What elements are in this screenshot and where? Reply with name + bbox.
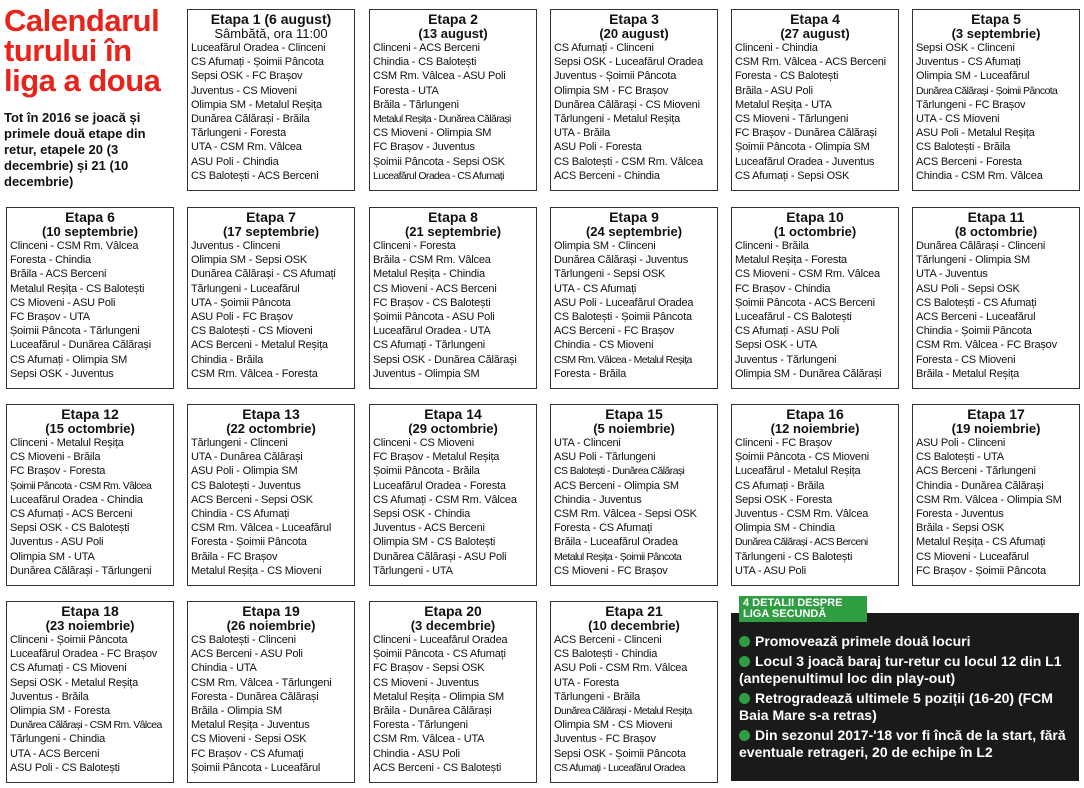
match-row: Chindia - CSM Rm. Vâlcea bbox=[916, 169, 1043, 182]
match-row: Foresta - CS Afumați bbox=[554, 522, 653, 535]
etapa-date: (20 august) bbox=[599, 26, 669, 41]
match-row: Luceafărul Oradea - Chindia bbox=[10, 493, 143, 506]
etapa-date: (13 august) bbox=[418, 26, 488, 41]
match-row: ACS Berceni - Clinceni bbox=[554, 634, 662, 646]
match-row: Șoimii Pâncota - CS Mioveni bbox=[735, 451, 869, 464]
etapa-date: (8 octombrie) bbox=[954, 224, 1038, 239]
match-row: Luceafărul Oradea - CS Afumați bbox=[373, 169, 504, 182]
match-row: FC Brașov - CS Balotești bbox=[373, 296, 491, 309]
etapa-title: Etapa 7 bbox=[246, 209, 296, 225]
match-row: CSM Rm. Vâlcea - Luceafărul bbox=[191, 522, 332, 535]
match-row: CS Balotești - Șoimii Pâncota bbox=[554, 311, 692, 324]
match-row: CSM Rm. Vâlcea - Foresta bbox=[191, 367, 318, 380]
etapa-date: Sâmbătă, ora 11:00 bbox=[214, 26, 328, 41]
etapa-box bbox=[6, 601, 174, 783]
match-row: Brăila - Metalul Reșița bbox=[916, 367, 1019, 380]
match-row: Șoimii Pâncota - ASU Poli bbox=[373, 311, 495, 324]
match-row: Dunărea Călărași - ASU Poli bbox=[373, 550, 507, 563]
match-row: UTA - CSM Rm. Vâlcea bbox=[191, 141, 302, 154]
match-row: Luceafărul Oradea - UTA bbox=[373, 325, 491, 338]
match-row: Tărlungeni - Olimpia SM bbox=[916, 254, 1030, 267]
match-row: ASU Poli - Olimpia SM bbox=[191, 465, 298, 478]
match-row: Brăila - ASU Poli bbox=[735, 84, 813, 97]
bullet-icon bbox=[739, 730, 750, 741]
match-row: Sepsi OSK - UTA bbox=[735, 339, 817, 352]
match-row: Dunărea Călărași - CS Mioveni bbox=[554, 98, 700, 111]
etapa-date: (10 decembrie) bbox=[588, 618, 680, 633]
match-row: Sepsi OSK - Dunărea Călărași bbox=[373, 353, 517, 366]
match-row: CSM Rm. Vâlcea - ASU Poli bbox=[373, 70, 506, 83]
match-row: UTA - Clinceni bbox=[554, 437, 621, 449]
etapa-box bbox=[369, 601, 537, 783]
match-row: CS Mioveni - Juventus bbox=[373, 676, 479, 689]
match-row: Foresta - Juventus bbox=[916, 508, 1004, 521]
etapa-title: Etapa 20 bbox=[424, 603, 482, 619]
match-row: Sepsi OSK - Clinceni bbox=[916, 42, 1015, 54]
match-row: Șoimii Pâncota - Luceafărul bbox=[191, 761, 321, 774]
match-row: Clinceni - CS Mioveni bbox=[373, 437, 474, 449]
match-row: CS Mioveni - ASU Poli bbox=[10, 296, 116, 309]
match-row: Sepsi OSK - Foresta bbox=[735, 493, 833, 506]
match-row: CS Balotești - Chindia bbox=[554, 648, 658, 661]
page-title: Calendarul turului în liga a doua bbox=[4, 3, 161, 98]
etapa-title: Etapa 3 bbox=[609, 11, 659, 27]
match-row: Brăila - Tărlungeni bbox=[373, 98, 459, 111]
match-row: Chindia - CS Afumați bbox=[191, 508, 290, 521]
etapa-title: Etapa 16 bbox=[786, 406, 844, 422]
match-row: CSM Rm. Vâlcea - FC Brașov bbox=[916, 339, 1057, 352]
match-row: CS Balotești - Brăila bbox=[916, 141, 1011, 154]
match-row: CS Mioveni - Sepsi OSK bbox=[191, 733, 307, 746]
match-row: Brăila - FC Brașov bbox=[191, 550, 278, 563]
match-row: Foresta - Chindia bbox=[10, 254, 91, 267]
match-row: Clinceni - CSM Rm. Vâlcea bbox=[10, 240, 139, 252]
etapa-date: (15 octombrie) bbox=[45, 421, 135, 436]
match-row: Luceafărul - Metalul Reșița bbox=[735, 465, 861, 478]
match-row: Chindia - CS Mioveni bbox=[554, 339, 654, 352]
match-row: Șoimii Pâncota - ACS Berceni bbox=[735, 296, 875, 309]
match-row: Juventus - FC Brașov bbox=[554, 733, 656, 746]
match-row: Clinceni - Foresta bbox=[373, 240, 456, 252]
match-row: Brăila - Luceafărul Oradea bbox=[554, 536, 678, 549]
etapa-title: Etapa 4 bbox=[790, 11, 840, 27]
etapa-date: (3 decembrie) bbox=[410, 618, 496, 633]
match-row: Clinceni - Chindia bbox=[735, 42, 818, 54]
match-row: Olimpia SM - Dunărea Călărași bbox=[735, 367, 882, 380]
match-row: Olimpia SM - CS Balotești bbox=[373, 536, 496, 549]
info-item bbox=[739, 727, 1073, 761]
bullet-icon bbox=[739, 636, 750, 647]
etapa-box bbox=[550, 404, 718, 586]
etapa-box bbox=[550, 207, 718, 389]
match-row: Sepsi OSK - Șoimii Pâncota bbox=[554, 747, 686, 760]
match-row: CS Mioveni - Tărlungeni bbox=[735, 113, 849, 126]
match-row: Tărlungeni - Brăila bbox=[554, 690, 641, 703]
match-row: FC Brașov - Juventus bbox=[373, 141, 475, 154]
match-row: Sepsi OSK - Chindia bbox=[373, 508, 471, 521]
match-row: Clinceni - FC Brașov bbox=[735, 437, 832, 449]
match-row: Chindia - Juventus bbox=[554, 493, 642, 506]
etapa-box bbox=[550, 601, 718, 783]
match-row: Luceafărul - CS Balotești bbox=[735, 311, 852, 324]
etapa-title: Etapa 1 (6 august) bbox=[210, 11, 332, 27]
match-row: Metalul Reșița - Chindia bbox=[373, 268, 485, 281]
match-row: Foresta - Brăila bbox=[554, 367, 626, 380]
match-row: Dunărea Călărași - CS Afumați bbox=[191, 268, 336, 281]
match-row: Sepsi OSK - Luceafărul Oradea bbox=[554, 56, 703, 69]
etapa-box bbox=[550, 9, 718, 191]
etapa-box bbox=[731, 9, 899, 191]
match-row: UTA - CS Mioveni bbox=[916, 113, 1000, 126]
etapa-title: Etapa 8 bbox=[428, 209, 478, 225]
match-row: UTA - ACS Berceni bbox=[10, 747, 100, 760]
match-row: FC Brașov - Dunărea Călărași bbox=[735, 127, 877, 140]
etapa-box bbox=[6, 207, 174, 389]
match-row: CS Mioveni - CSM Rm. Vâlcea bbox=[735, 268, 880, 281]
info-box-tag: 4 DETALII DESPRE LIGA SECUNDĂ bbox=[739, 596, 867, 622]
etapa-box bbox=[6, 404, 174, 586]
match-row: Juventus - CS Mioveni bbox=[191, 84, 297, 97]
match-row: Luceafărul Oradea - Juventus bbox=[735, 155, 875, 168]
match-row: Foresta - UTA bbox=[373, 84, 439, 97]
match-row: Metalul Reșița - CS Mioveni bbox=[191, 564, 322, 577]
etapa-box bbox=[912, 207, 1080, 389]
match-row: CS Balotești - CSM Rm. Vâlcea bbox=[554, 155, 703, 168]
match-row: Sepsi OSK - Juventus bbox=[10, 367, 114, 380]
match-row: Olimpia SM - FC Brașov bbox=[554, 84, 669, 97]
match-row: CS Afumați - Brăila bbox=[735, 479, 825, 492]
match-row: ACS Berceni - Tărlungeni bbox=[916, 465, 1036, 478]
match-row: Șoimii Pâncota - Sepsi OSK bbox=[373, 155, 505, 168]
match-row: Metalul Reșița - CS Afumați bbox=[916, 536, 1046, 549]
etapa-title: Etapa 18 bbox=[61, 603, 119, 619]
match-row: Juventus - Șoimii Pâncota bbox=[554, 70, 677, 83]
info-list bbox=[739, 633, 1073, 764]
match-row: ACS Berceni - CS Balotești bbox=[373, 761, 502, 774]
match-row: CS Balotești - ACS Berceni bbox=[191, 169, 319, 182]
etapa-title: Etapa 13 bbox=[242, 406, 300, 422]
match-row: ASU Poli - CS Balotești bbox=[10, 761, 120, 774]
match-row: UTA - Șoimii Pâncota bbox=[191, 296, 291, 309]
match-row: Dunărea Călărași - Metalul Reșița bbox=[554, 705, 692, 718]
etapa-date: (1 octombrie) bbox=[773, 224, 857, 239]
etapa-title: Etapa 17 bbox=[967, 406, 1025, 422]
match-row: ACS Berceni - Chindia bbox=[554, 169, 660, 182]
bullet-icon bbox=[739, 656, 750, 667]
match-row: Olimpia SM - Metalul Reșița bbox=[191, 98, 322, 111]
info-item bbox=[739, 633, 1073, 650]
match-row: Șoimii Pâncota - CS Afumați bbox=[373, 648, 506, 661]
match-row: CS Balotești - Clinceni bbox=[191, 634, 296, 646]
match-row: ASU Poli - Clinceni bbox=[916, 437, 1006, 449]
match-row: CS Balotești - CS Mioveni bbox=[191, 325, 313, 338]
match-row: CSM Rm. Vâlcea - Tărlungeni bbox=[191, 676, 332, 689]
match-row: CSM Rm. Vâlcea - Sepsi OSK bbox=[554, 508, 697, 521]
match-row: ASU Poli - CSM Rm. Vâlcea bbox=[554, 662, 688, 675]
match-row: Sepsi OSK - Metalul Reșița bbox=[10, 676, 139, 689]
etapa-title: Etapa 11 bbox=[967, 209, 1025, 225]
match-row: Tărlungeni - Luceafărul bbox=[191, 282, 300, 295]
match-row: Metalul Reșița - Foresta bbox=[735, 254, 847, 267]
etapa-date: (10 septembrie) bbox=[41, 224, 139, 239]
etapa-date: (21 septembrie) bbox=[404, 224, 502, 239]
match-row: Juventus - Clinceni bbox=[191, 240, 281, 252]
match-row: Olimpia SM - UTA bbox=[10, 550, 95, 563]
etapa-title: Etapa 2 bbox=[428, 11, 478, 27]
etapa-box bbox=[369, 9, 537, 191]
match-row: Olimpia SM - Clinceni bbox=[554, 240, 656, 252]
match-row: Juventus - Olimpia SM bbox=[373, 367, 480, 380]
match-row: Dunărea Călărași - ACS Berceni bbox=[735, 536, 868, 549]
match-row: Chindia - ASU Poli bbox=[373, 747, 460, 760]
match-row: ASU Poli - Metalul Reșița bbox=[916, 127, 1035, 140]
etapa-date: (17 septembrie) bbox=[222, 224, 320, 239]
match-row: Chindia - Brăila bbox=[191, 353, 264, 366]
match-row: Chindia - CS Balotești bbox=[373, 56, 477, 69]
etapa-title: Etapa 12 bbox=[61, 406, 119, 422]
etapa-date: (27 august) bbox=[780, 26, 850, 41]
etapa-date: (23 noiembrie) bbox=[45, 618, 135, 633]
match-row: Olimpia SM - Chindia bbox=[735, 522, 835, 535]
match-row: Clinceni - Luceafărul Oradea bbox=[373, 634, 508, 646]
match-row: Clinceni - Șoimii Pâncota bbox=[10, 634, 128, 646]
match-row: Tărlungeni - CS Balotești bbox=[735, 550, 853, 563]
match-row: FC Brașov - Chindia bbox=[735, 282, 831, 295]
match-row: Juventus - ASU Poli bbox=[10, 536, 104, 549]
etapa-date: (12 noiembrie) bbox=[770, 421, 860, 436]
etapa-date: (26 noiembrie) bbox=[226, 618, 316, 633]
etapa-date: (3 septembrie) bbox=[951, 26, 1041, 41]
match-row: Metalul Reșița - Juventus bbox=[191, 719, 310, 732]
match-row: Tărlungeni - FC Brașov bbox=[916, 98, 1026, 111]
match-row: CS Balotești - Dunărea Călărași bbox=[554, 465, 685, 478]
match-row: Juventus - ACS Berceni bbox=[373, 522, 485, 535]
info-item-text: Retrogradează ultimele 5 poziții (16-20) (FCM Baia Mare s-a retras) bbox=[739, 690, 1053, 723]
etapa-box bbox=[369, 207, 537, 389]
match-row: CS Mioveni - ACS Berceni bbox=[373, 282, 497, 295]
etapa-title: Etapa 21 bbox=[605, 603, 663, 619]
match-row: FC Brașov - Șoimii Pâncota bbox=[916, 564, 1046, 577]
match-row: FC Brașov - Metalul Reșița bbox=[373, 451, 500, 464]
info-item bbox=[739, 690, 1073, 724]
match-row: ACS Berceni - Olimpia SM bbox=[554, 479, 679, 492]
match-row: FC Brașov - Foresta bbox=[10, 465, 106, 478]
match-row: Foresta - CS Mioveni bbox=[916, 353, 1016, 366]
match-row: Metalul Reșița - Olimpia SM bbox=[373, 690, 504, 703]
etapa-box bbox=[187, 9, 355, 191]
match-row: FC Brașov - UTA bbox=[10, 311, 90, 324]
match-row: CS Balotești - Juventus bbox=[191, 479, 301, 492]
match-row: UTA - CS Afumați bbox=[554, 282, 637, 295]
etapa-box bbox=[731, 404, 899, 586]
match-row: CS Mioveni - FC Brașov bbox=[554, 564, 668, 577]
match-row: CS Afumați - CSM Rm. Vâlcea bbox=[373, 493, 517, 506]
match-row: CS Balotești - CS Afumați bbox=[916, 296, 1037, 309]
match-row: Chindia - Dunărea Călărași bbox=[916, 479, 1044, 492]
match-row: Olimpia SM - Foresta bbox=[10, 705, 110, 718]
match-row: ACS Berceni - ASU Poli bbox=[191, 648, 303, 661]
match-row: Metalul Reșița - CS Balotești bbox=[10, 282, 145, 295]
etapa-date: (22 octombrie) bbox=[226, 421, 316, 436]
match-row: Tărlungeni - Metalul Reșița bbox=[554, 113, 681, 126]
etapa-box bbox=[187, 207, 355, 389]
match-row: CSM Rm. Vâlcea - Metalul Reșița bbox=[554, 353, 692, 366]
match-row: Șoimii Pâncota - Olimpia SM bbox=[735, 141, 870, 154]
match-row: CS Mioveni - Brăila bbox=[10, 451, 101, 464]
match-row: Tărlungeni - Clinceni bbox=[191, 437, 288, 449]
match-row: Dunărea Călărași - Juventus bbox=[554, 254, 689, 267]
match-row: Foresta - CS Balotești bbox=[735, 70, 839, 83]
match-row: ACS Berceni - Sepsi OSK bbox=[191, 493, 313, 506]
match-row: Brăila - Sepsi OSK bbox=[916, 522, 1005, 535]
match-row: Foresta - Tărlungeni bbox=[373, 719, 468, 732]
match-row: Dunărea Călărași - CSM Rm. Vâlcea bbox=[10, 719, 162, 732]
match-row: Juventus - CSM Rm. Vâlcea bbox=[735, 508, 869, 521]
match-row: Luceafărul Oradea - Foresta bbox=[373, 479, 506, 492]
match-row: CS Afumați - Șoimii Pâncota bbox=[191, 56, 324, 69]
match-row: Metalul Reșița - Șoimii Pâncota bbox=[554, 550, 682, 563]
match-row: Sepsi OSK - FC Brașov bbox=[191, 70, 303, 83]
match-row: Dunărea Călărași - Brăila bbox=[191, 113, 310, 126]
etapa-date: (19 noiembrie) bbox=[951, 421, 1041, 436]
match-row: Sepsi OSK - CS Balotești bbox=[10, 522, 130, 535]
match-row: Olimpia SM - Luceafărul bbox=[916, 70, 1030, 83]
match-row: ACS Berceni - FC Brașov bbox=[554, 325, 675, 338]
match-row: Șoimii Pâncota - CSM Rm. Vâlcea bbox=[10, 479, 152, 492]
match-row: CS Afumați - Tărlungeni bbox=[373, 339, 485, 352]
etapa-title: Etapa 14 bbox=[424, 406, 482, 422]
match-row: CS Afumați - Sepsi OSK bbox=[735, 169, 850, 182]
match-row: Tărlungeni - UTA bbox=[373, 564, 453, 577]
match-row: UTA - Juventus bbox=[916, 268, 988, 281]
match-row: Șoimii Pâncota - Brăila bbox=[373, 465, 480, 478]
match-row: Metalul Reșița - Dunărea Călărași bbox=[373, 113, 511, 126]
match-row: Foresta - Dunărea Călărași bbox=[191, 690, 319, 703]
match-row: Juventus - Tărlungeni bbox=[735, 353, 837, 366]
etapa-title: Etapa 19 bbox=[242, 603, 300, 619]
match-row: Tărlungeni - Sepsi OSK bbox=[554, 268, 666, 281]
match-row: Brăila - Olimpia SM bbox=[191, 705, 282, 718]
match-row: ACS Berceni - Foresta bbox=[916, 155, 1022, 168]
match-row: FC Brașov - Sepsi OSK bbox=[373, 662, 485, 675]
match-row: Tărlungeni - Chindia bbox=[10, 733, 106, 746]
match-row: CSM Rm. Vâlcea - Olimpia SM bbox=[916, 493, 1062, 506]
match-row: Olimpia SM - CS Mioveni bbox=[554, 719, 673, 732]
match-row: CSM Rm. Vâlcea - ACS Berceni bbox=[735, 56, 886, 69]
match-row: ACS Berceni - Luceafărul bbox=[916, 311, 1036, 324]
match-row: Brăila - ACS Berceni bbox=[10, 268, 107, 281]
match-row: ASU Poli - Sepsi OSK bbox=[916, 282, 1020, 295]
etapa-box bbox=[912, 404, 1080, 586]
etapa-title: Etapa 10 bbox=[786, 209, 844, 225]
match-row: Brăila - Dunărea Călărași bbox=[373, 705, 492, 718]
match-row: ASU Poli - Foresta bbox=[554, 141, 642, 154]
info-item bbox=[739, 653, 1073, 687]
match-row: Brăila - CSM Rm. Vâlcea bbox=[373, 254, 491, 267]
match-row: Luceafărul - Dunărea Călărași bbox=[10, 339, 151, 352]
match-row: UTA - Dunărea Călărași bbox=[191, 451, 303, 464]
match-row: Șoimii Pâncota - Tărlungeni bbox=[10, 325, 140, 338]
match-row: CS Afumați - Clinceni bbox=[554, 42, 654, 54]
etapa-date: (5 noiembrie) bbox=[593, 421, 675, 436]
match-row: ASU Poli - FC Brașov bbox=[191, 311, 293, 324]
match-row: CS Afumați - Olimpia SM bbox=[10, 353, 128, 366]
match-row: Dunărea Călărași - Tărlungeni bbox=[10, 564, 152, 577]
info-box bbox=[731, 597, 1079, 781]
etapa-box bbox=[731, 207, 899, 389]
match-row: Clinceni - Metalul Reșița bbox=[10, 437, 124, 449]
etapa-box bbox=[912, 9, 1080, 191]
match-row: CS Balotești - UTA bbox=[916, 451, 1004, 464]
match-row: CS Mioveni - Olimpia SM bbox=[373, 127, 492, 140]
match-row: CS Afumați - CS Mioveni bbox=[10, 662, 127, 675]
match-row: ASU Poli - Tărlungeni bbox=[554, 451, 656, 464]
match-row: Luceafărul Oradea - Clinceni bbox=[191, 42, 326, 54]
bullet-icon bbox=[739, 693, 750, 704]
match-row: Dunărea Călărași - Clinceni bbox=[916, 240, 1046, 252]
match-row: Tărlungeni - Foresta bbox=[191, 127, 287, 140]
match-row: Chindia - UTA bbox=[191, 662, 257, 675]
match-row: Foresta - Șoimii Pâncota bbox=[191, 536, 307, 549]
match-row: CS Afumați - ACS Berceni bbox=[10, 508, 133, 521]
match-row: Clinceni - Brăila bbox=[735, 240, 809, 252]
match-row: CS Mioveni - Luceafărul bbox=[916, 550, 1029, 563]
etapa-box bbox=[187, 404, 355, 586]
match-row: Luceafărul Oradea - FC Brașov bbox=[10, 648, 158, 661]
etapa-title: Etapa 6 bbox=[65, 209, 115, 225]
intro-text: Tot în 2016 se joacă și primele două etape din retur, etapele 20 (3 decembrie) și 21 (10 decembrie) bbox=[4, 110, 146, 189]
info-item-text: Promovează primele două locuri bbox=[755, 633, 971, 649]
etapa-box bbox=[187, 601, 355, 783]
match-row: Juventus - Brăila bbox=[10, 690, 89, 703]
etapa-box bbox=[369, 404, 537, 586]
match-row: ASU Poli - Chindia bbox=[191, 155, 279, 168]
match-row: Juventus - CS Afumați bbox=[916, 56, 1021, 69]
match-row: Metalul Reșița - UTA bbox=[735, 98, 832, 111]
match-row: UTA - ASU Poli bbox=[735, 564, 806, 577]
match-row: Chindia - Șoimii Pâncota bbox=[916, 325, 1032, 338]
match-row: CSM Rm. Vâlcea - UTA bbox=[373, 733, 485, 746]
match-row: CS Afumați - ASU Poli bbox=[735, 325, 840, 338]
etapa-title: Etapa 5 bbox=[971, 11, 1021, 27]
etapa-title: Etapa 15 bbox=[605, 406, 663, 422]
etapa-date: (24 septembrie) bbox=[585, 224, 683, 239]
match-row: FC Brașov - CS Afumați bbox=[191, 747, 304, 760]
match-row: ASU Poli - Luceafărul Oradea bbox=[554, 296, 694, 309]
match-row: CS Afumați - Luceafărul Oradea bbox=[554, 761, 685, 774]
match-row: UTA - Foresta bbox=[554, 676, 620, 689]
match-row: Olimpia SM - Sepsi OSK bbox=[191, 254, 308, 267]
match-row: Dunărea Călărași - Șoimii Pâncota bbox=[916, 84, 1058, 97]
match-row: ACS Berceni - Metalul Reșița bbox=[191, 339, 328, 352]
match-row: Clinceni - ACS Berceni bbox=[373, 42, 480, 54]
info-item-text: Din sezonul 2017-'18 vor fi încă de la start, fără eventuale retrageri, 20 de echipe în L2 bbox=[739, 727, 1066, 760]
etapa-title: Etapa 9 bbox=[609, 209, 659, 225]
match-row: UTA - Brăila bbox=[554, 127, 611, 140]
info-item-text: Locul 3 joacă baraj tur-retur cu locul 12 din L1 (antepenultimul loc din play-out) bbox=[739, 653, 1062, 686]
etapa-date: (29 octombrie) bbox=[408, 421, 498, 436]
